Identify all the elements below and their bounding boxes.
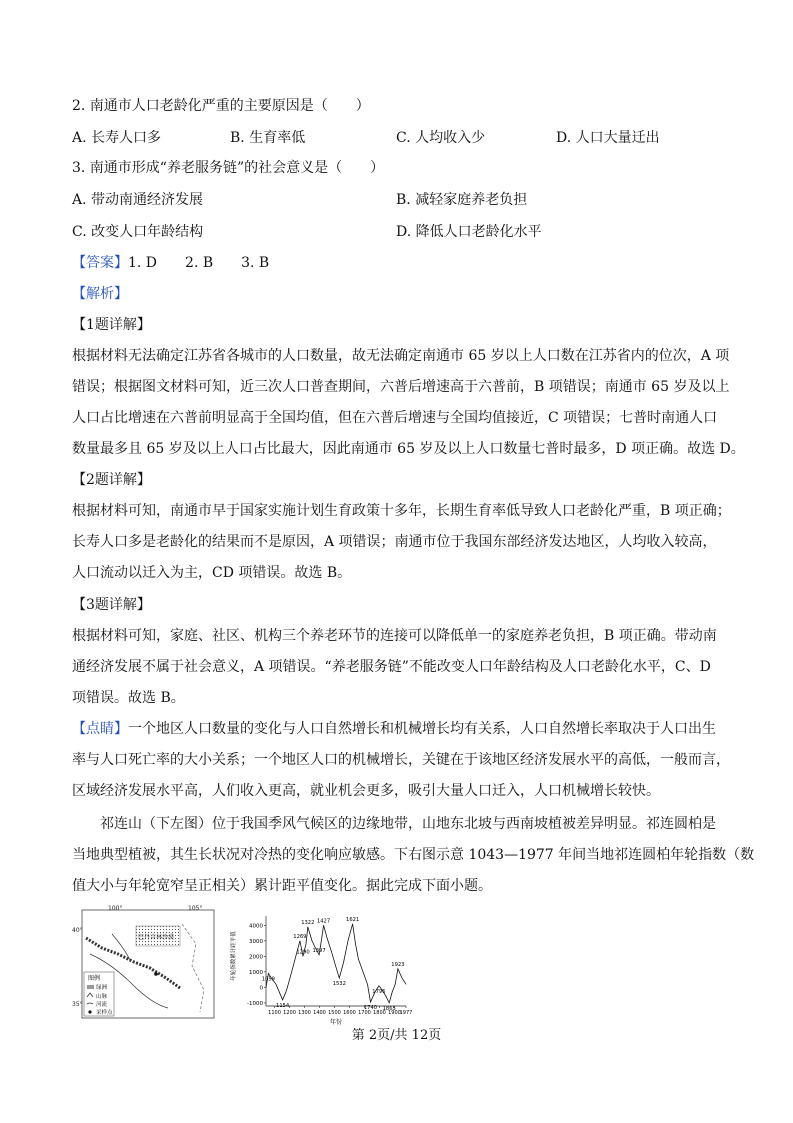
x-tick-label: 1977 [399,1010,412,1016]
tree-ring-chart [226,908,412,1026]
map-lat-label: 40° [72,927,83,934]
q3-option-a: A. 带动南通经济发展 [72,192,204,208]
y-tick-label: 4000 [249,923,263,930]
x-axis-label: 年份 [329,1019,343,1026]
data-label: 1269 [293,933,307,940]
detail-1-line: 根据材料无法确定江苏省各城市的人口数量，故无法确定南通市 65 岁以上人口数在江苏省内的位次，A 项 [72,348,730,364]
data-label: 1059 [261,976,275,983]
sample-point [154,972,158,976]
page-footer: 第 2页/共 12页 [351,1028,442,1043]
q2-option-a: A. 长寿人口多 [72,130,162,146]
y-axis-label: 年轮指数累计距平值 [231,931,237,981]
x-tick-label: 1700 [358,1010,371,1016]
x-tick-label: 1100 [268,1010,281,1016]
detail-3-line: 通经济发展不属于社会意义，A 项错误。“养老服务链”不能改变人口年龄结构及人口老龄化水平，C、D [72,659,711,675]
legend-title: 图例 [88,975,101,982]
x-tick-label: 1400 [313,1010,326,1016]
q3-option-d: D. 降低人口老龄化水平 [396,224,542,240]
sample-point-icon [88,1010,91,1013]
detail-2-heading: 【2题详解】 [72,472,151,488]
intro-line: 当地典型植被，其生长状况对冷热的变化响应敏感。下右图示意 1043—1977 年间当地祁连圆柏年轮指数（数 [72,847,755,863]
qilian-map [72,904,218,1024]
q2-option-b: B. 生育率低 [230,130,306,146]
x-tick-label: 1900 [388,1010,401,1016]
y-tick-label: 1000 [249,969,263,976]
detail-3-line: 根据材料可知，家庭、社区、机构三个养老环节的连接可以降低单一的家庭养老负担，B 项正确。带动南 [72,628,717,644]
q2-option-c: C. 人均收入少 [396,130,486,146]
tip-label: 【点睛】 [72,721,128,737]
x-tick-label: 1300 [298,1010,311,1016]
detail-3-line: 项错误。故选 B。 [72,690,185,706]
x-tick-label: 1200 [283,1010,296,1016]
y-tick-label: -1000 [247,1000,263,1007]
detail-3-heading: 【3题详解】 [72,597,151,613]
detail-1-heading: 【1题详解】 [72,317,151,333]
map-lon-label: 105° [188,905,203,912]
tip-first-text: 一个地区人口数量的变化与人口自然增长和机械增长均有关系，人口自然增长率取决于人口出生 [128,721,716,737]
data-label: 1740 [363,1005,378,1012]
tip-line: 率与人口死亡率的大小关系；一个地区人口的机械增长，关键在于该地区经济发展水平的高低，一般而言， [72,752,730,768]
data-label: 1532 [332,981,346,988]
question-2-stem: 2. 南通市人口老龄化严重的主要原因是（ ） [72,98,370,114]
tip-first-line [72,719,716,739]
y-tick-label: 3000 [249,938,263,945]
data-label: 1322 [301,919,315,926]
detail-2-line: 根据材料可知，南通市早于国家实施计划生育政策十多年，长期生育率低导致人口老龄化严重，B 项正确； [72,503,731,519]
detail-2-line: 人口流动以迁入为主，CD 项错误。故选 B。 [72,565,352,581]
question-3-stem: 3. 南通市形成“养老服务链”的社会意义是（ ） [72,160,385,176]
data-label: 1290 [296,949,310,956]
map-lat-label: 35° [72,1001,83,1008]
answer-line [72,253,269,273]
x-tick-label: 1500 [328,1010,341,1016]
x-tick-label: 1600 [343,1010,356,1016]
analysis-label: 【解析】 [72,286,128,302]
data-label: 1397 [312,947,326,954]
data-label: 1427 [316,918,331,925]
oasis-symbol-icon [87,985,94,989]
data-label: 1865 [382,1005,396,1012]
data-label: 1923 [391,961,405,968]
detail-1-line: 错误；根据图文材料可知，近三次人口普查期间，六普后增速高于六普前，B 项错误；南通市 65 岁及以上 [72,379,730,395]
tip-line: 区域经济发展水平高，人们收入更高，就业机会更多，吸引大量人口迁入，人口机械增长较快。 [72,783,660,799]
q2-option-d: D. 人口大量迁出 [556,130,660,146]
detail-1-line: 人口占比增速在六普前明显高于全国均值，但在六普后增速与全国均值接近，C 项错误；七普时南通人口 [72,410,718,426]
intro-line: 值大小与年轮宽窄呈正相关）累计距平值变化。据此完成下面小题。 [72,878,492,894]
q3-option-c: C. 改变人口年龄结构 [72,224,204,240]
detail-1-line: 数量最多且 65 岁及以上人口占比最大，因此南通市 65 岁及以上人口数量七普时最多，D 项正确。故选 D。 [72,441,745,457]
legend-item: 山脉 [96,994,108,1000]
answer-text: 1. D 2. B 3. B [128,255,270,271]
intro-line: 祁连山（下左图）位于我国季风气候区的边缘地带，山地东北坡与西南坡植被差异明显。祁连圆柏是 [100,816,716,832]
x-tick-label: 1800 [373,1010,386,1016]
legend-item: 河流 [96,1002,108,1008]
legend-item: 绿洲 [96,985,108,991]
legend-item: 采样点 [96,1010,113,1016]
data-label: 1154 [276,1002,290,1009]
data-label: 1621 [346,916,360,923]
answer-label: 【答案】 [72,255,128,271]
q3-option-b: B. 减轻家庭养老负担 [396,192,528,208]
y-tick-label: 0 [259,985,263,992]
map-lon-label: 100° [108,905,123,912]
data-label: 1796 [372,988,386,995]
desert-label: 巴丹吉林沙漠 [138,934,175,941]
y-tick-label: 2000 [249,954,263,961]
detail-2-line: 长寿人口多是老龄化的结果而不是原因，A 项错误；南通市位于我国东部经济发达地区，人均收入较高， [72,534,717,550]
